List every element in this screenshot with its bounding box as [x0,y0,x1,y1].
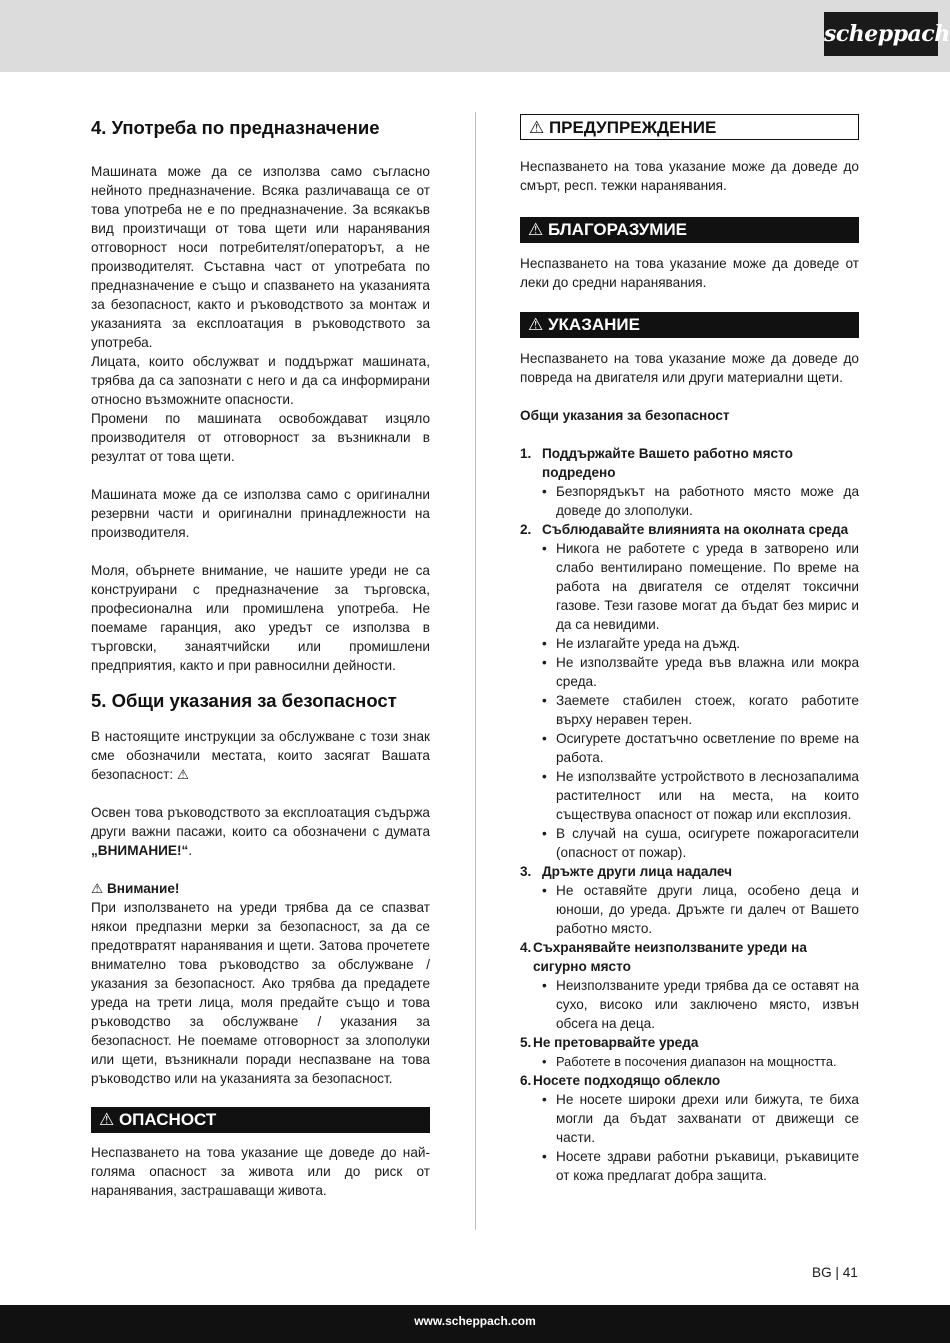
notice-label: ⚠ УКАЗАНИЕ [520,312,859,338]
section-5-title: 5. Общи указания за безопасност [91,690,397,711]
subitem-text: Неизползваните уреди трябва да се оставят на сухо, високо или заключено място, извън обсега на деца. [556,978,859,1031]
text-span: Освен това ръководството за експлоатация съдържа други важни пасажи, които са обозначени с думата [91,805,430,839]
danger-label: ⚠ ОПАСНОСТ [91,1107,430,1133]
item-title: Дръжте други лица надалеч [542,864,733,879]
section-4-paragraph: Машината може да се използва само съгласно нейното предназначение. Всяка различаваща се от това употреба не е по предназначение. За всякакъв вид произтичащи от това щети или наранявания отговорност носи потребителят/операторът, а не производителят. Съставна част от употребата по предназначение е също и спазването на указанията за безопасност, както и ръководството за монтаж и указанията за експлоатация в ръководството за употреба. [91,164,430,350]
item-number: 2. [520,522,532,537]
page-number: BG | 41 [812,1265,858,1280]
general-safety-title: Общи указания за безопасност [520,408,730,423]
list-item [520,1071,859,1090]
subitem-text: Не използвайте уреда във влажна или мокра среда. [556,655,859,689]
subitem-text: Не излагайте уреда на дъжд. [556,636,741,651]
text-span: . [188,843,193,858]
item-number: 5. [520,1035,532,1050]
footer-url[interactable]: www.scheppach.com [414,1314,536,1328]
item-title: Съблюдавайте влиянията на околната среда [542,522,849,537]
subitem-text: Осигурете достатъчно осветление по време на работа. [556,731,859,765]
caution-label: ⚠ БЛАГОРАЗУМИЕ [520,217,859,243]
right-column [520,112,859,1185]
list-subitem: • Не излагайте уреда на дъжд. [542,636,741,651]
subitem-text: Работете в посочения диапазон на мощността. [556,1054,837,1069]
item-number: 1. [520,446,532,461]
header-bar [0,0,950,72]
item-title: Поддържайте Вашето работно място подредено [542,446,793,480]
subitem-text: Безпорядъкът на работното място може да доведе до злополуки. [556,484,859,518]
list-subitem: • В случай на суша, осигурете пожарогасители (опасност от пожар). [542,826,859,860]
list-subitem: • Не носете широки дрехи или бижута, те биха могли да бъдат захванати от движещи се части. [542,1092,859,1145]
list-item [520,444,859,482]
subitem-text: В случай на суша, осигурете пожарогасители (опасност от пожар). [556,826,859,860]
list-subitem: • Не използвайте устройството в леснозапалима растителност или на места, на които съществува опасност от пожар или експлозия. [542,769,859,822]
subitem-text: Носете здрави работни ръкавици, ръкавиците от кожа предлагат добра защита. [556,1149,859,1183]
safety-list [520,444,859,1185]
list-item [520,520,859,539]
subitem-text: Не оставяйте други лица, особено деца и юноши, до уреда. Дръжте ги далеч от Вашето работно място. [556,883,859,936]
item-title: Съхранявайте неизползваните уреди на сигурно място [533,940,807,974]
item-number: 4. [520,940,532,955]
subitem-text: Не използвайте устройството в леснозапалима растителност или на места, на които съществува опасност от пожар или експлозия. [556,769,859,822]
attention-keyword: „ВНИМАНИЕ!“ [91,843,189,858]
item-number: 3. [520,864,532,879]
item-title: Не претоварвайте уреда [533,1035,699,1050]
list-subitem: • Не използвайте уреда във влажна или мокра среда. [542,655,859,689]
list-subitem: • Заемете стабилен стоеж, когато работите върху неравен терен. [542,693,859,727]
attention-title: ⚠ Внимание! [91,881,180,896]
attention-text: При използването на уреди трябва да се спазват някои предпазни мерки за безопасност, за да се предотвратят наранявания и щети. Затова прочетете внимателно това ръководство за обслужване / указания за безопасност. Ако трябва да предадете уреда на трети лица, моля предайте също и това ръководство за обслужване / указания за безопасност. Не поемаме отговорност за злополуки или щети, възникнали поради неспазване на това ръководство или на указанията за безопасност. [91,900,430,1086]
left-column [91,112,430,1200]
notice-text: Неспазването на това указание може да доведе до повреда на двигателя или други материални щети. [520,351,859,385]
list-subitem: • Не оставяйте други лица, особено деца и юноши, до уреда. Дръжте ги далеч от Вашето работно място. [542,883,859,936]
section-4-paragraph: Лицата, които обслужват и поддържат машината, трябва да са запознати с него и да са информирани относно възможните опасности. [91,354,430,407]
section-5-paragraph [91,803,430,860]
section-4-paragraph: Моля, обърнете внимание, че нашите уреди не са конструирани с предназначение за търговска, професионална или промишлена употреба. Не поемаме гаранция, ако уредът се използва в търговски, занаятчийски или промишлени предприятия, както и при равносилни дейности. [91,563,430,673]
item-number: 6. [520,1073,532,1088]
section-4-paragraph: Машината може да се използва само с оригинални резервни части и оригинални принадлежности на производителя. [91,487,430,540]
subitem-text: Не носете широки дрехи или бижута, те биха могли да бъдат захванати от движещи се части. [556,1092,859,1145]
list-item [520,938,859,976]
item-title: Носете подходящо облекло [533,1073,721,1088]
subitem-text: Заемете стабилен стоеж, когато работите върху неравен терен. [556,693,859,727]
list-subitem: • Неизползваните уреди трябва да се оставят на сухо, високо или заключено място, извън обсега на деца. [542,978,859,1031]
warning-label: ⚠ ПРЕДУПРЕЖДЕНИЕ [520,114,859,140]
list-subitem: • Носете здрави работни ръкавици, ръкавиците от кожа предлагат добра защита. [542,1149,859,1183]
list-item [520,862,859,881]
list-item [520,1033,859,1052]
danger-text: Неспазването на това указание ще доведе до най-голяма опасност за живота или до риск от наранявания, застрашаващи живота. [91,1145,430,1198]
warning-text: Неспазването на това указание може да доведе до смърт, респ. тежки наранявания. [520,159,859,193]
section-4-paragraph: Промени по машината освобождават изцяло производителя от отговорност за възникнали в резултат от това щети. [91,411,430,464]
section-4-title: 4. Употреба по предназначение [91,117,380,138]
subitem-text: Никога не работете с уреда в затворено или слабо вентилирано помещение. По време на работа на двигателя се отделят токсични газове. Тези газове могат да бъдат без мирис и да са невидими. [556,541,859,632]
column-divider [475,112,476,1230]
scheppach-logo: scheppach [824,12,938,56]
section-5-paragraph: В настоящите инструкции за обслужване с този знак сме обозначили местата, които засягат Вашата безопасност: ⚠ [91,729,430,782]
list-subitem: • Работете в посочения диапазон на мощността. [542,1054,837,1069]
caution-text: Неспазването на това указание може да доведе от леки до средни наранявания. [520,256,859,290]
list-subitem: • Осигурете достатъчно осветление по време на работа. [542,731,859,765]
list-subitem: • Безпорядъкът на работното място може да доведе до злополуки. [542,484,859,518]
list-subitem: • Никога не работете с уреда в затворено или слабо вентилирано помещение. По време на работа на двигателя се отделят токсични газове. Тези газове могат да бъдат без мирис и да са невидими. [542,541,859,632]
